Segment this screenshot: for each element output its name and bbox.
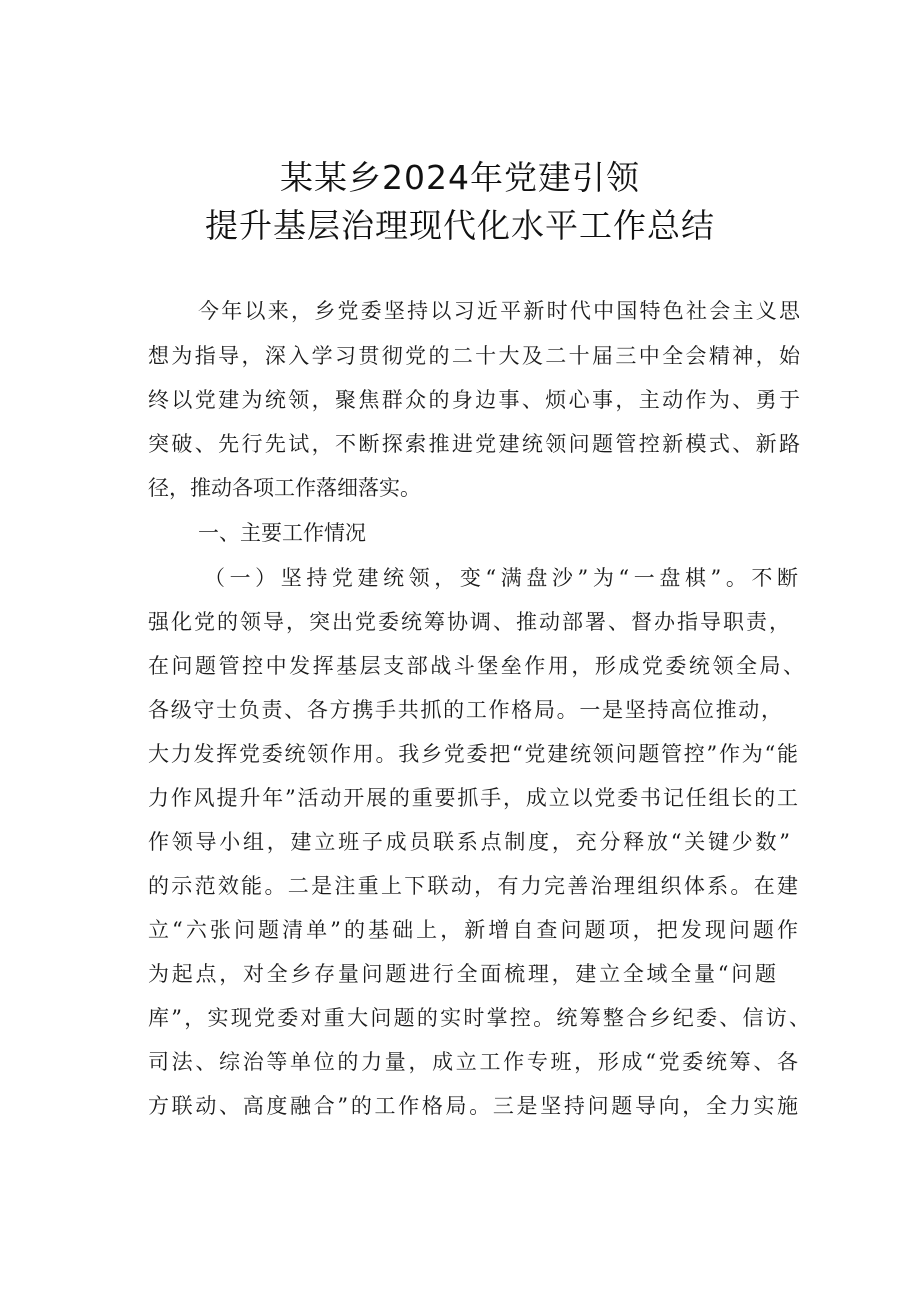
- body-line: 力作风提升年”活动开展的重要抓手，成立以党委书记任组长的工: [148, 786, 798, 810]
- body-line: 作领导小组，建立班子成员联系点制度，充分释放“关键少数”: [148, 830, 790, 854]
- intro-line: 径，推动各项工作落细落实。: [148, 476, 421, 500]
- body-line: 大力发挥党委统领作用。我乡党委把“党建统领问题管控”作为“能: [148, 742, 798, 766]
- body-line: 立“六张问题清单”的基础上，新增自查问题项，把发现问题作: [148, 918, 798, 942]
- body-line: 各级守士负责、各方携手共抓的工作格局。一是坚持高位推动，: [148, 698, 782, 722]
- document-title-line-2: 提升基层治理现代化水平工作总结: [205, 206, 715, 245]
- body-line: 为起点，对全乡存量问题进行全面梳理，建立全域全量“问题: [148, 962, 776, 986]
- body-line: 强化党的领导，突出党委统筹协调、推动部署、督办指导职责，: [148, 610, 790, 634]
- body-line: 司法、综治等单位的力量，成立工作专班，形成“党委统筹、各: [148, 1050, 798, 1074]
- body-line: 方联动、高度融合”的工作格局。三是坚持问题导向，全力实施: [148, 1094, 798, 1118]
- section-heading: 一、主要工作情况: [198, 521, 366, 545]
- intro-line: 终以党建为统领，聚焦群众的身边事、烦心事，主动作为、勇于: [148, 388, 800, 412]
- body-line: （一）坚持党建统领，变“满盘沙”为“一盘棋”。不断: [204, 566, 798, 590]
- document-title-line-1: 某某乡2024年党建引领: [280, 158, 640, 197]
- intro-line: 突破、先行先试，不断探索推进党建统领问题管控新模式、新路: [148, 432, 800, 456]
- body-line: 的示范效能。二是注重上下联动，有力完善治理组织体系。在建: [148, 874, 798, 898]
- body-line: 在问题管控中发挥基层支部战斗堡垒作用，形成党委统领全局、: [148, 654, 804, 678]
- intro-line: 今年以来，乡党委坚持以习近平新时代中国特色社会主义思: [198, 299, 800, 323]
- body-line: 库”，实现党委对重大问题的实时掌控。统筹整合乡纪委、信访、: [148, 1006, 810, 1030]
- intro-line: 想为指导，深入学习贯彻党的二十大及二十届三中全会精神，始: [148, 344, 800, 368]
